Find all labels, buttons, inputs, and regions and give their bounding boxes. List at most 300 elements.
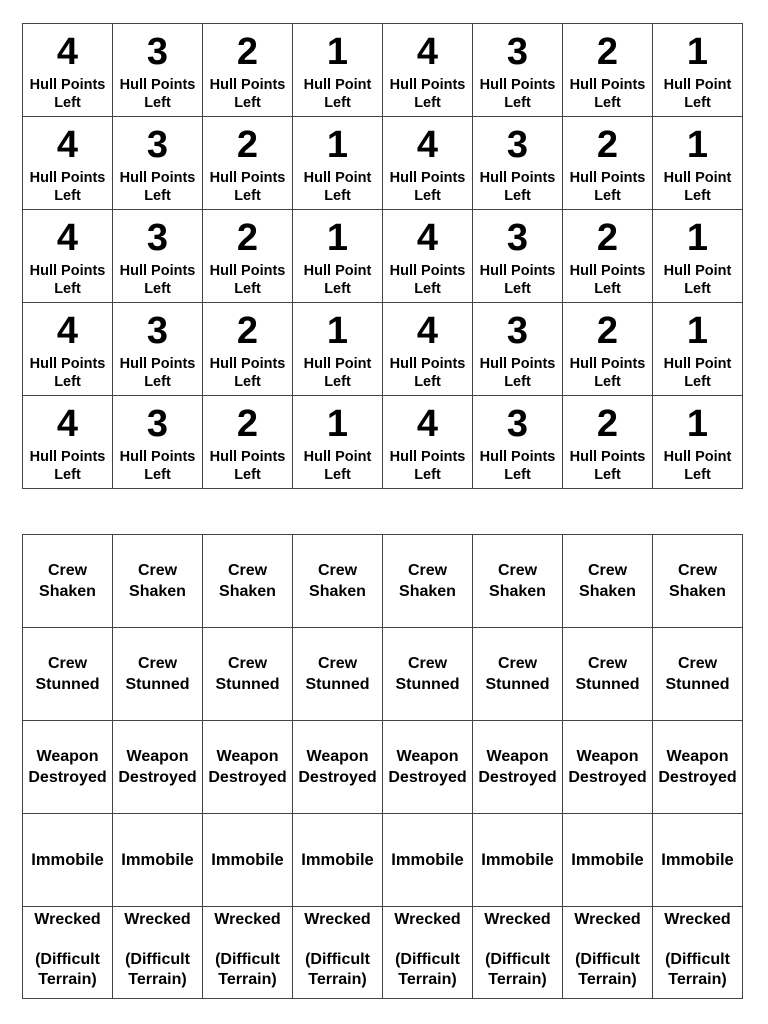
hull-points-value: 2 bbox=[596, 31, 619, 73]
hull-points-label-line2: Left bbox=[594, 467, 621, 483]
hull-points-label-line2: Left bbox=[594, 95, 621, 111]
hull-points-counter bbox=[293, 303, 383, 396]
hull-points-value: 3 bbox=[146, 310, 169, 352]
hull-points-value: 1 bbox=[686, 31, 709, 73]
hull-points-label bbox=[23, 355, 112, 391]
hull-points-label-line1: Hull Points bbox=[569, 77, 646, 93]
status-label bbox=[383, 560, 472, 602]
hull-points-counter bbox=[203, 396, 293, 489]
crew-shaken-counter bbox=[653, 535, 743, 628]
hull-points-label-line2: Left bbox=[144, 188, 171, 204]
status-label: Immobile bbox=[661, 850, 734, 869]
hull-points-label-line1: Hull Point bbox=[663, 356, 732, 372]
hull-points-label bbox=[23, 169, 112, 205]
wrecked-subtitle-line1: (Difficult bbox=[575, 950, 640, 968]
hull-points-counter bbox=[23, 117, 113, 210]
status-label-line1: Crew bbox=[677, 655, 718, 672]
status-label-line2: Shaken bbox=[219, 583, 276, 600]
hull-points-label bbox=[23, 76, 112, 112]
hull-points-value: 3 bbox=[506, 403, 529, 445]
hull-points-label-line1: Hull Points bbox=[569, 449, 646, 465]
status-label-line2: Shaken bbox=[669, 583, 726, 600]
hull-points-value: 1 bbox=[686, 310, 709, 352]
status-label-line1: Weapon bbox=[306, 748, 369, 765]
immobile-counter bbox=[203, 814, 293, 907]
wrecked-subtitle-line1: (Difficult bbox=[305, 950, 370, 968]
hull-points-label bbox=[293, 448, 382, 484]
hull-points-label-line1: Hull Points bbox=[119, 170, 196, 186]
status-label-line2: Shaken bbox=[309, 583, 366, 600]
weapon-destroyed-counter bbox=[653, 721, 743, 814]
wrecked-title: Wrecked bbox=[664, 910, 731, 928]
hull-points-label-line2: Left bbox=[414, 374, 441, 390]
hull-points-label bbox=[203, 169, 292, 205]
status-label-line1: Crew bbox=[47, 562, 88, 579]
hull-points-value: 4 bbox=[416, 31, 439, 73]
status-label-line2: Shaken bbox=[579, 583, 636, 600]
hull-points-counter bbox=[563, 24, 653, 117]
hull-points-label-line2: Left bbox=[414, 467, 441, 483]
hull-points-label-line1: Hull Points bbox=[209, 170, 286, 186]
wrecked-counter bbox=[293, 907, 383, 999]
hull-points-label-line2: Left bbox=[144, 281, 171, 297]
hull-points-value: 4 bbox=[416, 403, 439, 445]
hull-points-label bbox=[113, 448, 202, 484]
hull-points-label-line1: Hull Point bbox=[663, 77, 732, 93]
status-label bbox=[203, 653, 292, 695]
hull-points-label bbox=[563, 355, 652, 391]
hull-points-label-line1: Hull Point bbox=[303, 77, 372, 93]
hull-points-label-line1: Hull Points bbox=[119, 77, 196, 93]
status-label-line1: Crew bbox=[587, 562, 628, 579]
hull-points-label bbox=[293, 262, 382, 298]
weapon-destroyed-counter bbox=[563, 721, 653, 814]
hull-points-label bbox=[653, 76, 742, 112]
hull-points-value: 3 bbox=[146, 403, 169, 445]
hull-points-label bbox=[473, 448, 562, 484]
crew-stunned-counter bbox=[293, 628, 383, 721]
status-label-line2: Destroyed bbox=[298, 769, 377, 786]
wrecked-title: Wrecked bbox=[394, 910, 461, 928]
hull-points-value: 2 bbox=[596, 310, 619, 352]
hull-points-label bbox=[23, 262, 112, 298]
hull-points-counter bbox=[473, 210, 563, 303]
hull-points-label bbox=[113, 262, 202, 298]
hull-points-label bbox=[113, 355, 202, 391]
crew-shaken-row bbox=[23, 535, 743, 628]
hull-points-counter bbox=[293, 24, 383, 117]
hull-points-label-line2: Left bbox=[324, 188, 351, 204]
hull-points-label-line2: Left bbox=[54, 467, 81, 483]
hull-points-label-line1: Hull Points bbox=[479, 449, 556, 465]
status-label bbox=[203, 560, 292, 602]
crew-stunned-row bbox=[23, 628, 743, 721]
hull-points-label-line2: Left bbox=[234, 95, 261, 111]
hull-points-label-line1: Hull Point bbox=[303, 449, 372, 465]
hull-points-counter bbox=[383, 303, 473, 396]
hull-points-counter bbox=[383, 24, 473, 117]
hull-points-counter bbox=[203, 303, 293, 396]
weapon-destroyed-counter bbox=[203, 721, 293, 814]
hull-points-label-line1: Hull Points bbox=[209, 356, 286, 372]
hull-points-label-line2: Left bbox=[594, 281, 621, 297]
hull-points-label-line1: Hull Points bbox=[569, 356, 646, 372]
hull-points-counter bbox=[203, 117, 293, 210]
hull-points-value: 3 bbox=[506, 124, 529, 166]
hull-points-label-line2: Left bbox=[54, 188, 81, 204]
status-label-line2: Destroyed bbox=[28, 769, 107, 786]
wrecked-subtitle-line2: Terrain) bbox=[398, 970, 457, 988]
hull-points-value: 3 bbox=[506, 217, 529, 259]
hull-points-counter bbox=[653, 117, 743, 210]
hull-points-value: 4 bbox=[416, 217, 439, 259]
hull-points-label-line2: Left bbox=[234, 374, 261, 390]
hull-points-label-line2: Left bbox=[684, 188, 711, 204]
hull-points-value: 1 bbox=[326, 124, 349, 166]
hull-points-label-line2: Left bbox=[54, 95, 81, 111]
hull-points-label-line2: Left bbox=[324, 95, 351, 111]
status-label bbox=[653, 653, 742, 695]
status-label bbox=[293, 560, 382, 602]
status-label-line1: Weapon bbox=[576, 748, 639, 765]
hull-points-label bbox=[653, 262, 742, 298]
hull-points-label-line2: Left bbox=[684, 95, 711, 111]
hull-points-label bbox=[563, 448, 652, 484]
hull-points-label-line1: Hull Point bbox=[663, 263, 732, 279]
hull-points-value: 1 bbox=[326, 403, 349, 445]
hull-points-value: 3 bbox=[146, 124, 169, 166]
status-label: Immobile bbox=[481, 850, 554, 869]
status-label-line2: Stunned bbox=[665, 676, 730, 693]
wrecked-subtitle bbox=[203, 950, 292, 990]
immobile-counter bbox=[473, 814, 563, 907]
status-label bbox=[203, 746, 292, 788]
status-label bbox=[23, 560, 112, 602]
hull-points-label bbox=[203, 76, 292, 112]
hull-points-label bbox=[23, 448, 112, 484]
wrecked-subtitle bbox=[293, 950, 382, 990]
hull-points-value: 4 bbox=[416, 124, 439, 166]
hull-points-label-line1: Hull Points bbox=[569, 170, 646, 186]
status-label bbox=[113, 653, 202, 695]
status-label-line2: Stunned bbox=[125, 676, 190, 693]
hull-points-counter bbox=[293, 210, 383, 303]
wrecked-counter bbox=[113, 907, 203, 999]
hull-points-label bbox=[203, 262, 292, 298]
hull-points-label-line2: Left bbox=[324, 467, 351, 483]
hull-points-label-line1: Hull Points bbox=[389, 356, 466, 372]
hull-points-label bbox=[383, 262, 472, 298]
status-label bbox=[563, 746, 652, 788]
crew-stunned-counter bbox=[563, 628, 653, 721]
status-label bbox=[473, 746, 562, 788]
hull-points-label-line2: Left bbox=[414, 281, 441, 297]
hull-points-label-line1: Hull Point bbox=[303, 356, 372, 372]
hull-points-label-line1: Hull Point bbox=[303, 263, 372, 279]
hull-points-value: 2 bbox=[236, 310, 259, 352]
status-label bbox=[653, 560, 742, 602]
crew-stunned-counter bbox=[23, 628, 113, 721]
status-label-line1: Crew bbox=[137, 655, 178, 672]
hull-points-label-line1: Hull Points bbox=[389, 449, 466, 465]
status-label: Immobile bbox=[31, 850, 104, 869]
status-label-line1: Crew bbox=[317, 562, 358, 579]
status-label-line1: Crew bbox=[137, 562, 178, 579]
status-label-line2: Destroyed bbox=[208, 769, 287, 786]
hull-points-label-line1: Hull Points bbox=[389, 263, 466, 279]
status-label bbox=[113, 746, 202, 788]
hull-points-value: 2 bbox=[596, 217, 619, 259]
hull-points-counter bbox=[113, 24, 203, 117]
hull-points-value: 2 bbox=[596, 124, 619, 166]
hull-points-label bbox=[473, 262, 562, 298]
hull-points-value: 2 bbox=[236, 124, 259, 166]
wrecked-counter bbox=[203, 907, 293, 999]
status-label: Immobile bbox=[301, 850, 374, 869]
status-label-line2: Destroyed bbox=[388, 769, 467, 786]
hull-points-label-line2: Left bbox=[504, 467, 531, 483]
wrecked-subtitle-line1: (Difficult bbox=[125, 950, 190, 968]
hull-points-counter bbox=[473, 24, 563, 117]
hull-points-counter bbox=[23, 396, 113, 489]
wrecked-subtitle-line2: Terrain) bbox=[128, 970, 187, 988]
status-label-line2: Shaken bbox=[39, 583, 96, 600]
hull-points-label bbox=[653, 169, 742, 205]
status-label: Immobile bbox=[121, 850, 194, 869]
hull-points-label-line2: Left bbox=[684, 467, 711, 483]
status-label-line1: Weapon bbox=[666, 748, 729, 765]
wrecked-subtitle-line1: (Difficult bbox=[35, 950, 100, 968]
hull-points-counter bbox=[113, 396, 203, 489]
hull-points-label-line2: Left bbox=[54, 281, 81, 297]
hull-points-value: 1 bbox=[326, 217, 349, 259]
hull-points-label-line1: Hull Point bbox=[303, 170, 372, 186]
wrecked-title: Wrecked bbox=[214, 910, 281, 928]
status-label-line1: Crew bbox=[47, 655, 88, 672]
hull-points-value: 4 bbox=[56, 31, 79, 73]
weapon-destroyed-counter bbox=[473, 721, 563, 814]
wrecked-counter bbox=[473, 907, 563, 999]
wrecked-title: Wrecked bbox=[34, 910, 101, 928]
hull-points-counter bbox=[473, 396, 563, 489]
status-label bbox=[653, 746, 742, 788]
crew-shaken-counter bbox=[293, 535, 383, 628]
wrecked-subtitle-line2: Terrain) bbox=[488, 970, 547, 988]
hull-points-value: 4 bbox=[56, 403, 79, 445]
hull-points-counter bbox=[383, 210, 473, 303]
hull-row bbox=[23, 117, 743, 210]
hull-points-label-line1: Hull Points bbox=[389, 170, 466, 186]
status-label-line1: Weapon bbox=[486, 748, 549, 765]
hull-points-value: 3 bbox=[146, 31, 169, 73]
status-label bbox=[383, 746, 472, 788]
status-label-line1: Crew bbox=[407, 655, 448, 672]
hull-points-label-line2: Left bbox=[414, 95, 441, 111]
status-label bbox=[293, 653, 382, 695]
immobile-counter bbox=[383, 814, 473, 907]
wrecked-subtitle-line1: (Difficult bbox=[215, 950, 280, 968]
hull-points-value: 4 bbox=[56, 310, 79, 352]
hull-points-label-line1: Hull Points bbox=[29, 449, 106, 465]
hull-points-value: 4 bbox=[56, 217, 79, 259]
hull-points-label-line1: Hull Points bbox=[569, 263, 646, 279]
wrecked-subtitle-line1: (Difficult bbox=[665, 950, 730, 968]
wrecked-counter bbox=[563, 907, 653, 999]
hull-points-label bbox=[563, 76, 652, 112]
hull-points-value: 4 bbox=[56, 124, 79, 166]
crew-shaken-counter bbox=[23, 535, 113, 628]
wrecked-subtitle-line2: Terrain) bbox=[38, 970, 97, 988]
hull-points-label-line2: Left bbox=[144, 467, 171, 483]
hull-points-label bbox=[383, 169, 472, 205]
damage-status-counter-sheet bbox=[22, 534, 743, 999]
hull-points-counter bbox=[473, 117, 563, 210]
hull-points-label bbox=[473, 169, 562, 205]
hull-points-grid bbox=[23, 24, 743, 489]
immobile-counter bbox=[293, 814, 383, 907]
wrecked-subtitle bbox=[653, 950, 742, 990]
immobile-counter bbox=[23, 814, 113, 907]
status-label-line2: Stunned bbox=[395, 676, 460, 693]
status-label-line2: Shaken bbox=[399, 583, 456, 600]
hull-points-counter bbox=[473, 303, 563, 396]
hull-points-label bbox=[563, 262, 652, 298]
hull-points-counter bbox=[113, 303, 203, 396]
wrecked-counter bbox=[23, 907, 113, 999]
hull-points-label bbox=[113, 76, 202, 112]
weapon-destroyed-counter bbox=[113, 721, 203, 814]
wrecked-subtitle-line2: Terrain) bbox=[668, 970, 727, 988]
hull-row bbox=[23, 303, 743, 396]
hull-points-label-line2: Left bbox=[54, 374, 81, 390]
crew-stunned-counter bbox=[383, 628, 473, 721]
hull-points-counter bbox=[23, 303, 113, 396]
hull-points-label-line1: Hull Points bbox=[29, 77, 106, 93]
hull-points-label-line1: Hull Points bbox=[479, 77, 556, 93]
hull-points-label-line1: Hull Point bbox=[663, 449, 732, 465]
hull-points-value: 1 bbox=[686, 217, 709, 259]
hull-points-label-line2: Left bbox=[504, 281, 531, 297]
wrecked-counter bbox=[653, 907, 743, 999]
hull-row bbox=[23, 396, 743, 489]
hull-points-label-line1: Hull Points bbox=[389, 77, 466, 93]
hull-points-label bbox=[293, 76, 382, 112]
hull-points-counter-sheet bbox=[22, 23, 743, 489]
wrecked-title: Wrecked bbox=[124, 910, 191, 928]
wrecked-row bbox=[23, 907, 743, 999]
hull-points-counter bbox=[653, 24, 743, 117]
hull-points-value: 3 bbox=[506, 310, 529, 352]
hull-points-label-line1: Hull Points bbox=[209, 263, 286, 279]
hull-points-counter bbox=[203, 210, 293, 303]
hull-points-label-line1: Hull Points bbox=[29, 170, 106, 186]
crew-stunned-counter bbox=[653, 628, 743, 721]
hull-points-label-line1: Hull Points bbox=[119, 449, 196, 465]
hull-points-value: 3 bbox=[146, 217, 169, 259]
status-label-line1: Crew bbox=[587, 655, 628, 672]
hull-points-counter bbox=[203, 24, 293, 117]
status-label bbox=[113, 560, 202, 602]
hull-points-label-line2: Left bbox=[594, 188, 621, 204]
wrecked-subtitle bbox=[473, 950, 562, 990]
hull-points-label-line2: Left bbox=[504, 95, 531, 111]
status-label bbox=[563, 653, 652, 695]
immobile-counter bbox=[113, 814, 203, 907]
hull-points-counter bbox=[653, 303, 743, 396]
wrecked-title: Wrecked bbox=[574, 910, 641, 928]
hull-points-label-line2: Left bbox=[324, 281, 351, 297]
crew-shaken-counter bbox=[113, 535, 203, 628]
wrecked-title: Wrecked bbox=[484, 910, 551, 928]
hull-points-counter bbox=[653, 210, 743, 303]
hull-points-label-line2: Left bbox=[504, 374, 531, 390]
status-label-line1: Weapon bbox=[126, 748, 189, 765]
hull-points-label bbox=[563, 169, 652, 205]
hull-points-label bbox=[653, 448, 742, 484]
wrecked-subtitle-line2: Terrain) bbox=[578, 970, 637, 988]
hull-points-label bbox=[203, 448, 292, 484]
hull-points-counter bbox=[653, 396, 743, 489]
hull-points-counter bbox=[293, 396, 383, 489]
hull-points-value: 1 bbox=[326, 31, 349, 73]
wrecked-subtitle-line1: (Difficult bbox=[395, 950, 460, 968]
hull-points-counter bbox=[23, 210, 113, 303]
status-label-line1: Crew bbox=[407, 562, 448, 579]
status-label-line1: Crew bbox=[677, 562, 718, 579]
hull-points-label-line1: Hull Points bbox=[479, 263, 556, 279]
hull-points-value: 1 bbox=[326, 310, 349, 352]
status-label bbox=[23, 746, 112, 788]
crew-stunned-counter bbox=[113, 628, 203, 721]
hull-points-label bbox=[473, 76, 562, 112]
weapon-destroyed-counter bbox=[383, 721, 473, 814]
hull-points-label-line1: Hull Points bbox=[209, 449, 286, 465]
status-label-line2: Destroyed bbox=[658, 769, 737, 786]
status-label-line2: Destroyed bbox=[568, 769, 647, 786]
crew-shaken-counter bbox=[473, 535, 563, 628]
hull-points-value: 2 bbox=[236, 403, 259, 445]
hull-points-label-line2: Left bbox=[594, 374, 621, 390]
status-label-line1: Crew bbox=[227, 655, 268, 672]
status-label: Immobile bbox=[571, 850, 644, 869]
wrecked-subtitle bbox=[383, 950, 472, 990]
hull-points-value: 4 bbox=[416, 310, 439, 352]
hull-points-label-line1: Hull Points bbox=[479, 356, 556, 372]
hull-points-label-line2: Left bbox=[234, 188, 261, 204]
status-label bbox=[473, 560, 562, 602]
wrecked-subtitle bbox=[23, 950, 112, 990]
weapon-destroyed-counter bbox=[293, 721, 383, 814]
crew-shaken-counter bbox=[203, 535, 293, 628]
hull-points-label-line2: Left bbox=[684, 281, 711, 297]
hull-points-label bbox=[203, 355, 292, 391]
hull-points-value: 1 bbox=[686, 403, 709, 445]
status-label-line1: Crew bbox=[317, 655, 358, 672]
hull-points-label bbox=[383, 448, 472, 484]
status-label-line2: Stunned bbox=[575, 676, 640, 693]
status-label-line2: Stunned bbox=[215, 676, 280, 693]
hull-points-counter bbox=[23, 24, 113, 117]
crew-stunned-counter bbox=[203, 628, 293, 721]
status-label-line2: Destroyed bbox=[478, 769, 557, 786]
hull-points-counter bbox=[113, 117, 203, 210]
hull-points-label bbox=[293, 169, 382, 205]
hull-points-label-line1: Hull Points bbox=[479, 170, 556, 186]
hull-points-label bbox=[473, 355, 562, 391]
hull-points-counter bbox=[563, 303, 653, 396]
hull-points-label-line2: Left bbox=[414, 188, 441, 204]
hull-points-value: 2 bbox=[236, 217, 259, 259]
